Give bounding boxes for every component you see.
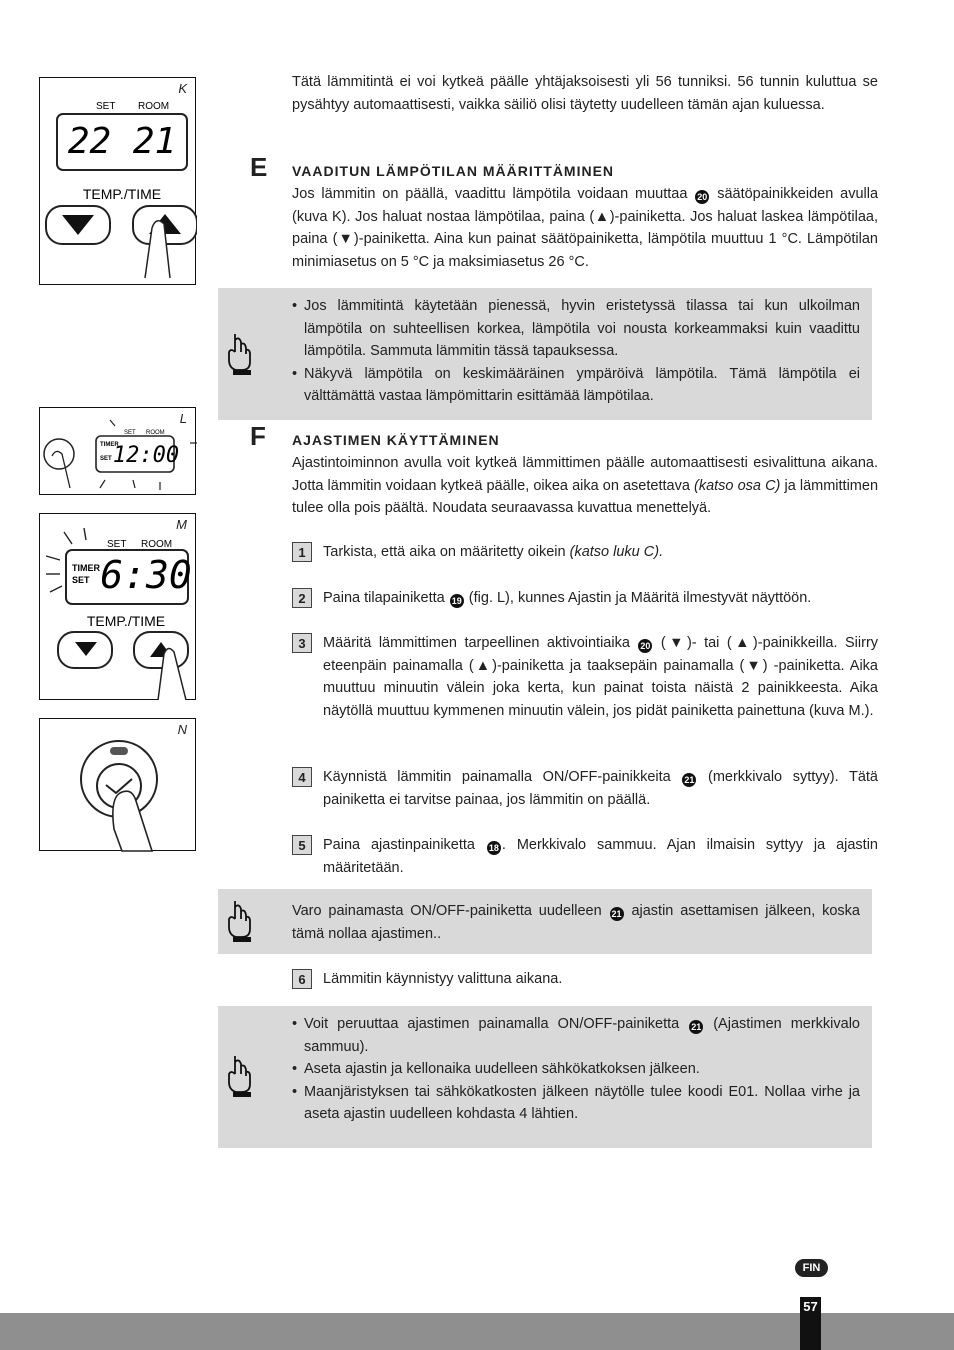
section-paragraph: Jos lämmitin on päällä, vaadittu lämpötila voidaan muuttaa 20 säätöpainikkeiden avulla (kuva K). Jos haluat nostaa lämpötilaa, paina (▲)-painiketta. Jos haluat laskea lämpötilaa, paina (▼)-painiketta. Aina kun painat säätöpainiketta, lämpötila muuttuu 1 °C. Lämpötilan minimiasetus on 5 °C ja maksimiasetus 26 °C. [292,186,879,270]
lcd-time: 12:00 [112,443,180,468]
temp-time-label: TEMP./TIME [86,613,166,629]
step-number: 2 [292,588,312,608]
svg-text:ROOM: ROOM [141,539,173,550]
reference-number: 20 [697,192,708,202]
pointing-hand-icon [226,899,252,943]
note-list [292,295,860,408]
svg-text:SET: SET [107,539,127,550]
section-title: AJASTIMEN KÄYTTÄMINEN [292,432,500,448]
svg-text:SET: SET [100,456,112,462]
svg-text:TIMER: TIMER [100,442,119,448]
mode-button-icon [44,439,74,469]
section-letter: E [250,152,268,182]
figure-letter: K [178,81,187,96]
reference-number: 20 [640,641,651,651]
intro-paragraph: Tätä lämmitintä ei voi kytkeä päälle yhtäjaksoisesti yli 56 tunniksi. 56 tunnin kuluttua se pysähtyy automaattisesti, vaikka säiliö olisi täytetty uudelleen tämän ajan kuluessa. [292,74,878,113]
section-letter: F [250,421,266,451]
note-item: • Näkyvä lämpötila on keskimääräinen ympäröivä lämpötila. Tämä lämpötila ei välttämättä vastaa lämpömittarin esittämää lämpötilaa. [292,363,860,408]
room-label: ROOM [138,101,170,112]
lcd-time: 6:30 [100,553,192,597]
note-list [292,1013,860,1126]
figure-letter: M [176,517,187,532]
page-number: 57 [800,1297,821,1350]
timer-set-illustration [40,514,197,701]
set-label: SET [96,101,116,112]
note-text: Varo painamasta ON/OFF-painiketta uudelleen 21 ajastin asettamisen jälkeen, koska tämä nollaa ajastimen.. [292,903,860,942]
reference-number: 21 [684,775,695,785]
warning-note [218,1006,872,1148]
pointing-hand-icon [226,332,252,376]
pointing-hand-icon [226,1054,252,1098]
timer-button-illustration [40,719,197,852]
indicator-light-icon [110,747,128,755]
svg-text:ROOM: ROOM [146,430,165,436]
step-number: 5 [292,835,312,855]
note-item: • Aseta ajastin ja kellonaika uudelleen sähkökatkoksen jälkeen. [292,1058,860,1081]
reference-number: 19 [451,596,462,606]
svg-text:TIMER: TIMER [72,563,100,573]
lcd-temperature: 22 21 [67,121,177,162]
timer-display-illustration [40,408,197,496]
figure-letter: L [179,411,187,426]
warning-note [218,288,872,420]
step-number: 3 [292,633,312,653]
figure-n [39,718,196,851]
reference-number: 18 [488,843,499,853]
section-paragraph: Ajastintoiminnon avulla voit kytkeä lämmittimen päälle automaattisesti esivalittuna aikana. Jotta lämmitin voidaan kytkeä päälle, oikea aika on asetettava (katso osa C) ja lämmittimen tulee olla pois päältä. Noudata seuraavassa kuvattua menettelyä. [292,455,879,517]
reference-number: 21 [691,1022,702,1032]
svg-text:SET: SET [72,575,90,585]
svg-text:SET: SET [124,430,136,436]
figure-m [39,513,196,700]
temp-time-label: TEMP./TIME [82,186,162,202]
note-item: • Jos lämmitintä käytetään pienessä, hyvin eristetyssä tilassa tai kun ulkoilman lämpötila on suhteellisen korkea, lämpötila voi nousta korkeammaksi kuin vaadittu lämpötila. Sammuta lämmitin tässä tapauksessa. [292,295,860,363]
warning-note [218,889,872,954]
step-number: 6 [292,969,312,989]
step-number: 1 [292,542,312,562]
figure-letter: N [177,722,187,737]
reference-number: 21 [611,909,622,919]
note-item: • Voit peruuttaa ajastimen painamalla ON/OFF-painiketta 21 (Ajastimen merkkivalo sammuu). [292,1013,860,1058]
section-title: VAADITUN LÄMPÖTILAN MÄÄRITTÄMINEN [292,163,615,179]
note-item: • Maanjäristyksen tai sähkökatkosten jälkeen näytölle tulee koodi E01. Nollaa virhe ja aseta ajastin uudelleen kohdasta 4 lähtien. [292,1081,860,1126]
step-number: 4 [292,767,312,787]
figure-l [39,407,196,495]
language-badge: FIN [795,1259,828,1277]
figure-k [39,77,196,285]
thermostat-display-illustration [40,78,197,286]
